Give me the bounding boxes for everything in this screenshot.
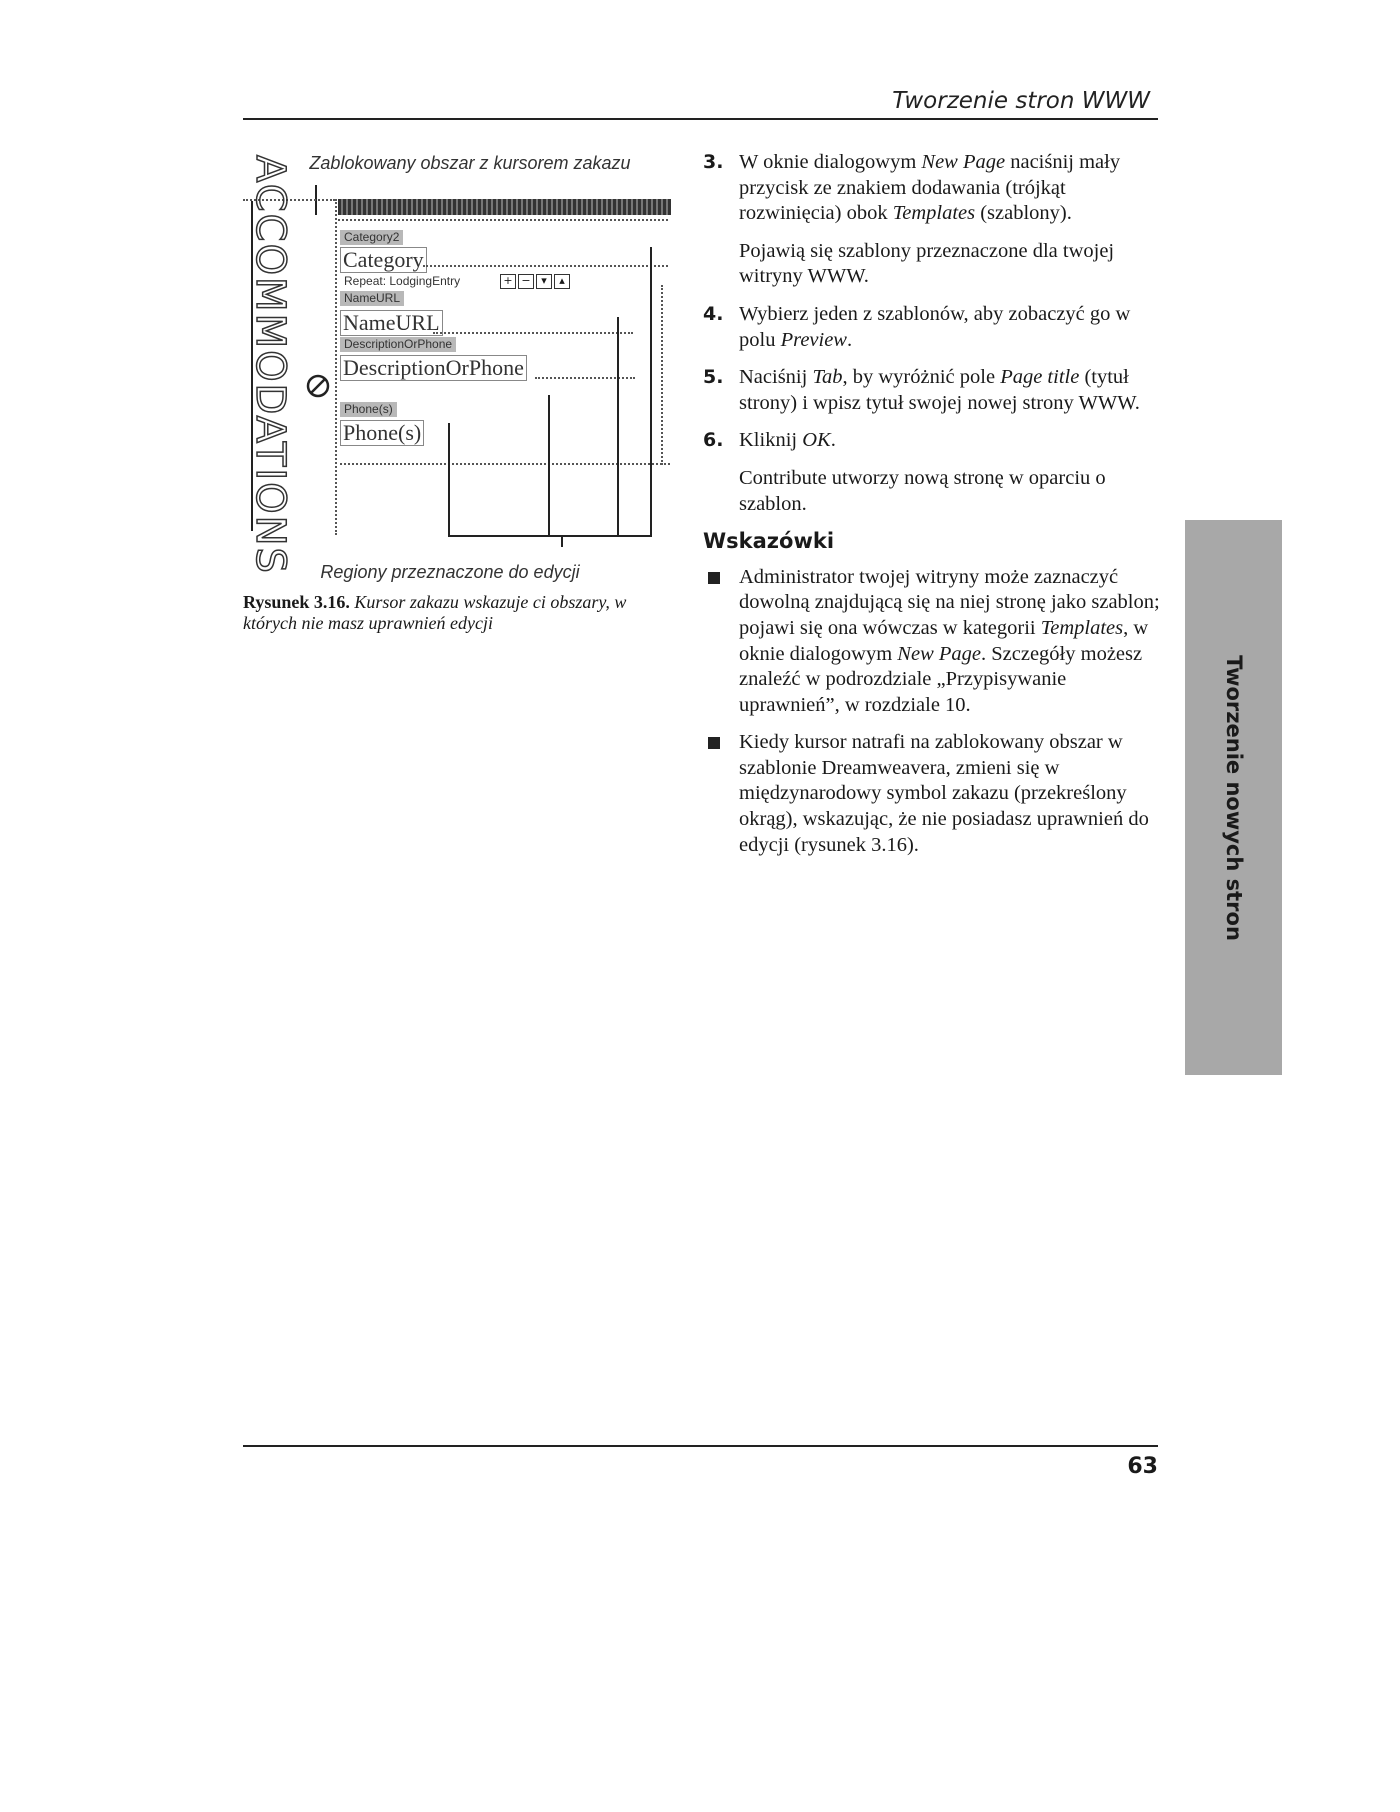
top-rule: [243, 118, 1158, 120]
editable-field-phones[interactable]: Phone(s): [340, 420, 424, 446]
dotted-guide: [338, 219, 668, 221]
tip-1: [703, 565, 1163, 719]
running-title: Tworzenie stron WWW: [892, 88, 1150, 114]
dotted-guide: [423, 265, 668, 267]
step-5: [703, 365, 1163, 416]
figure-label-top: Zablokowany obszar z kursorem zakazu: [309, 153, 631, 173]
move-up-button[interactable]: ▴: [554, 274, 570, 289]
step-emphasis: Templates: [892, 202, 976, 225]
step-6: [703, 428, 1163, 454]
caption-label: Rysunek 3.16.: [243, 592, 350, 612]
bracket-line: [650, 247, 652, 537]
tip-2: [703, 730, 1163, 858]
tip-text: . Szczegóły możesz znaleźć w podrozdziale „Przypisywanie uprawnień”, w rozdziale 10.: [739, 642, 1143, 716]
figure-label-bottom: Regiony przeznaczone do edycji: [320, 562, 580, 582]
step-text: W oknie dialogowym: [739, 151, 922, 173]
step-3: [703, 150, 1163, 227]
remove-entry-button[interactable]: −: [518, 274, 534, 289]
step-emphasis: Tab: [812, 366, 843, 389]
bracket-line: [548, 395, 550, 537]
bottom-rule: [243, 1445, 1158, 1447]
dotted-guide: [433, 332, 633, 334]
bracket-pointer: [561, 537, 563, 547]
region-tag-repeat: Repeat: LodgingEntry: [344, 274, 461, 288]
step-3-note: Pojawią się szablony przeznaczone dla twojej witryny WWW.: [739, 239, 1115, 288]
step-text: (tytuł strony) i wpisz tytuł swojej nowej strony WWW.: [739, 366, 1140, 414]
region-tag-descphone: DescriptionOrPhone: [340, 337, 456, 352]
move-down-button[interactable]: ▾: [536, 274, 552, 289]
page-number: 63: [1127, 1454, 1158, 1479]
side-tab-label: Tworzenie nowych stron: [1221, 654, 1246, 941]
editable-field-descphone[interactable]: DescriptionOrPhone: [340, 355, 527, 381]
step-number: 3.: [703, 151, 724, 173]
step-emphasis: Page title: [1000, 366, 1080, 389]
tip-text: , w oknie dialogowym: [739, 616, 1149, 665]
dotted-guide: [340, 463, 670, 465]
step-text: Wybierz jeden z szablonów, aby zobaczyć go w polu: [739, 302, 1131, 351]
step-text: .: [830, 429, 836, 452]
region-tag-nameurl: NameURL: [340, 291, 404, 306]
dotted-guide: [661, 285, 663, 465]
square-bullet-icon: [708, 737, 720, 749]
chapter-side-tab: [1185, 520, 1282, 1075]
step-text: (szablony).: [975, 202, 1072, 225]
step-text: Kliknij: [739, 429, 803, 452]
bracket-line: [448, 423, 450, 537]
tip-text: Administrator twojej witryny może zaznaczyć dowolną znajdującą się na niej stronę jako szablon; pojawi się ona wówczas w kategorii: [739, 565, 1160, 639]
instructions-column: [703, 150, 1163, 870]
tip-emphasis: New Page: [897, 642, 981, 665]
step-emphasis: Preview: [780, 328, 847, 351]
bracket-line: [617, 317, 619, 537]
add-entry-button[interactable]: +: [500, 274, 516, 289]
step-text: , by wyróżnić pole: [842, 366, 1001, 389]
step-emphasis: New Page: [921, 151, 1006, 173]
region-tag-phones: Phone(s): [340, 402, 397, 417]
region-tag-category2: Category2: [340, 230, 403, 245]
step-4: [703, 302, 1163, 353]
no-entry-cursor-icon: [305, 373, 331, 399]
step-6-note: Contribute utworzy nową stronę w oparciu o szablon.: [739, 466, 1106, 515]
figure-caption: [243, 592, 683, 634]
editable-field-nameurl[interactable]: NameURL: [340, 310, 443, 336]
locked-region-border: [335, 199, 337, 535]
step-number: 6.: [703, 429, 724, 452]
step-number: 4.: [703, 302, 724, 325]
step-emphasis: OK: [802, 429, 831, 452]
template-bar: [338, 199, 671, 215]
editable-field-category[interactable]: Category: [340, 247, 427, 273]
accommodations-heading: ACCOMMODATIONS: [247, 155, 293, 575]
repeat-controls[interactable]: [500, 274, 570, 289]
step-text: .: [846, 328, 853, 351]
step-text: Naciśnij: [739, 366, 813, 389]
step-text: naciśnij mały przycisk ze znakiem dodawania (trójkąt rozwinięcia) obok: [739, 151, 1121, 225]
step-number: 5.: [703, 366, 724, 389]
square-bullet-icon: [708, 572, 720, 584]
dotted-guide: [535, 377, 635, 379]
bracket-bottom: [448, 535, 652, 537]
tips-heading: Wskazówki: [703, 529, 835, 554]
tip-emphasis: Templates: [1040, 616, 1124, 639]
tip-text: Kiedy kursor natrafi na zablokowany obszar w szablonie Dreamweavera, zmieni się w międzynarodowy symbol zakazu (przekreślony okrąg), wskazując, że nie posiadasz uprawnień do edycji (rysunek 3.16).: [739, 731, 1149, 856]
caption-text: Kursor zakazu wskazuje ci obszary, w których nie masz uprawnień edycji: [243, 592, 627, 633]
